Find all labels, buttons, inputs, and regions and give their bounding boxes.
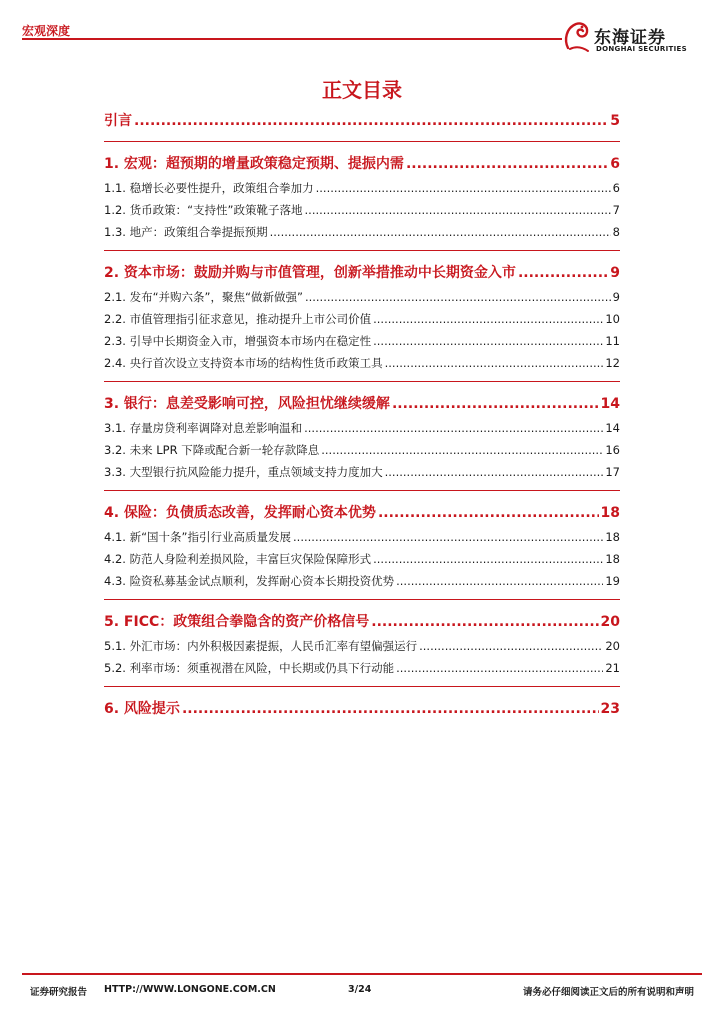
toc-dot-leader bbox=[321, 439, 603, 461]
footer-website-link[interactable]: HTTP://WWW.LONGONE.COM.CN bbox=[104, 984, 276, 995]
toc-chapter-entry[interactable] bbox=[104, 108, 620, 134]
logo-name-en: DONGHAI SECURITIES bbox=[596, 45, 687, 53]
toc-entry-label: 引言 bbox=[104, 113, 132, 129]
toc-page-number: 20 bbox=[605, 639, 620, 653]
toc-entry-label: 2.1. 发布“并购六条”，聚焦“做新做强” bbox=[104, 290, 303, 304]
toc-page-number: 9 bbox=[612, 290, 620, 304]
toc-entry-label: 6. 风险提示 bbox=[104, 701, 180, 717]
toc-page-number: 23 bbox=[600, 701, 620, 717]
toc-chapter-entry[interactable] bbox=[104, 696, 620, 722]
section-divider bbox=[104, 381, 620, 382]
toc-page-number: 18 bbox=[600, 505, 620, 521]
toc-chapter-entry[interactable] bbox=[104, 260, 620, 286]
section-divider bbox=[104, 599, 620, 600]
header-divider bbox=[22, 38, 562, 40]
toc-entry-label: 4.1. 新“国十条”指引行业高质量发展 bbox=[104, 530, 292, 544]
toc-page-number: 6 bbox=[610, 156, 620, 172]
toc-section-entry[interactable] bbox=[104, 526, 620, 548]
toc-entry-label: 1.1. 稳增长必要性提升，政策组合拳加力 bbox=[104, 181, 314, 195]
toc-page-number: 14 bbox=[600, 396, 620, 412]
toc-entry-label: 4.2. 防范人身险利差损风险，丰富巨灾保险保障形式 bbox=[104, 552, 372, 566]
toc-entry-label: 1.3. 地产：政策组合拳提振预期 bbox=[104, 225, 268, 239]
toc-page-number: 17 bbox=[605, 465, 620, 479]
footer-divider bbox=[22, 973, 702, 975]
toc-section-entry[interactable] bbox=[104, 352, 620, 374]
toc-entry-label: 2.4. 央行首次设立支持资本市场的结构性货币政策工具 bbox=[104, 356, 383, 370]
toc-page-number: 14 bbox=[605, 421, 620, 435]
footer-disclaimer: 请务必仔细阅读正文后的所有说明和声明 bbox=[522, 987, 694, 998]
toc-page-number: 6 bbox=[612, 181, 620, 195]
toc-section-entry[interactable] bbox=[104, 417, 620, 439]
toc-entry-label: 5.1. 外汇市场：内外积极因素提振，人民币汇率有望偏强运行 bbox=[104, 639, 418, 653]
toc-chapter-entry[interactable] bbox=[104, 500, 620, 526]
toc-page-number: 18 bbox=[605, 530, 620, 544]
toc-dot-leader bbox=[385, 461, 604, 483]
toc-section-entry[interactable] bbox=[104, 330, 620, 352]
toc-dot-leader bbox=[518, 260, 608, 286]
toc-entry-label: 2.3. 引导中长期资金入市，增强资本市场内在稳定性 bbox=[104, 334, 372, 348]
toc-dot-leader bbox=[396, 570, 603, 592]
toc-entry-label: 1.2. 货币政策：“支持性”政策靴子落地 bbox=[104, 203, 303, 217]
section-divider bbox=[104, 490, 620, 491]
toc-page-number: 21 bbox=[605, 661, 620, 675]
toc-section-entry[interactable] bbox=[104, 439, 620, 461]
toc-dot-leader bbox=[378, 500, 599, 526]
toc-entry-label: 4.3. 险资私募基金试点顺利，发挥耐心资本长期投资优势 bbox=[104, 574, 395, 588]
toc-entry-label: 5. FICC：政策组合拳隐含的资产价格信号 bbox=[104, 614, 370, 630]
logo-name-cn: 东海证券 bbox=[594, 28, 666, 48]
toc-dot-leader bbox=[304, 417, 603, 439]
toc-page-number: 18 bbox=[605, 552, 620, 566]
toc-dot-leader bbox=[305, 286, 611, 308]
toc-section-entry[interactable] bbox=[104, 635, 620, 657]
table-of-contents bbox=[104, 108, 620, 722]
section-divider bbox=[104, 250, 620, 251]
toc-page-number: 19 bbox=[605, 574, 620, 588]
toc-page-number: 16 bbox=[605, 443, 620, 457]
footer-report-label: 证券研究报告 bbox=[30, 987, 88, 998]
toc-entry-label: 3. 银行：息差受影响可控，风险担忧继续缓解 bbox=[104, 396, 390, 412]
report-type-tag: 宏观深度 bbox=[22, 24, 71, 38]
toc-dot-leader bbox=[373, 330, 603, 352]
toc-dot-leader bbox=[270, 221, 611, 243]
toc-page-number: 9 bbox=[610, 265, 620, 281]
toc-section-entry[interactable] bbox=[104, 570, 620, 592]
dragon-emblem-icon bbox=[562, 18, 592, 54]
toc-entry-label: 3.1. 存量房贷利率调降对息差影响温和 bbox=[104, 421, 303, 435]
toc-page-number: 11 bbox=[605, 334, 620, 348]
toc-page-number: 10 bbox=[605, 312, 620, 326]
toc-dot-leader bbox=[392, 391, 599, 417]
toc-dot-leader bbox=[419, 635, 603, 657]
section-divider bbox=[104, 686, 620, 687]
toc-page-number: 20 bbox=[600, 614, 620, 630]
toc-entry-label: 3.3. 大型银行抗风险能力提升，重点领域支持力度加大 bbox=[104, 465, 383, 479]
toc-dot-leader bbox=[396, 657, 603, 679]
toc-dot-leader bbox=[293, 526, 603, 548]
toc-dot-leader bbox=[182, 696, 599, 722]
toc-section-entry[interactable] bbox=[104, 286, 620, 308]
toc-section-entry[interactable] bbox=[104, 221, 620, 243]
toc-dot-leader bbox=[305, 199, 611, 221]
page-title: 正文目录 bbox=[322, 78, 402, 102]
toc-entry-label: 2. 资本市场：鼓励并购与市值管理，创新举措推动中长期资金入市 bbox=[104, 265, 516, 281]
toc-section-entry[interactable] bbox=[104, 461, 620, 483]
toc-page-number: 5 bbox=[610, 113, 620, 129]
toc-chapter-entry[interactable] bbox=[104, 391, 620, 417]
toc-dot-leader bbox=[316, 177, 611, 199]
toc-section-entry[interactable] bbox=[104, 308, 620, 330]
toc-section-entry[interactable] bbox=[104, 548, 620, 570]
toc-entry-label: 5.2. 利率市场：须重视潜在风险，中长期或仍具下行动能 bbox=[104, 661, 395, 675]
toc-section-entry[interactable] bbox=[104, 177, 620, 199]
toc-entry-label: 1. 宏观：超预期的增量政策稳定预期、提振内需 bbox=[104, 156, 404, 172]
toc-entry-label: 4. 保险：负债质态改善，发挥耐心资本优势 bbox=[104, 505, 376, 521]
toc-chapter-entry[interactable] bbox=[104, 151, 620, 177]
footer-page-number: 3/24 bbox=[348, 984, 372, 995]
toc-dot-leader bbox=[385, 352, 604, 374]
toc-dot-leader bbox=[406, 151, 608, 177]
toc-entry-label: 2.2. 市值管理指引征求意见，推动提升上市公司价值 bbox=[104, 312, 372, 326]
toc-page-number: 12 bbox=[605, 356, 620, 370]
toc-dot-leader bbox=[373, 548, 603, 570]
toc-dot-leader bbox=[371, 609, 598, 635]
donghai-logo bbox=[562, 18, 712, 58]
toc-section-entry[interactable] bbox=[104, 657, 620, 679]
toc-page-number: 7 bbox=[612, 203, 620, 217]
toc-dot-leader bbox=[134, 108, 608, 134]
toc-dot-leader bbox=[373, 308, 603, 330]
section-divider bbox=[104, 141, 620, 142]
toc-section-entry[interactable] bbox=[104, 199, 620, 221]
toc-chapter-entry[interactable] bbox=[104, 609, 620, 635]
toc-page-number: 8 bbox=[612, 225, 620, 239]
toc-entry-label: 3.2. 未来 LPR 下降或配合新一轮存款降息 bbox=[104, 443, 320, 457]
